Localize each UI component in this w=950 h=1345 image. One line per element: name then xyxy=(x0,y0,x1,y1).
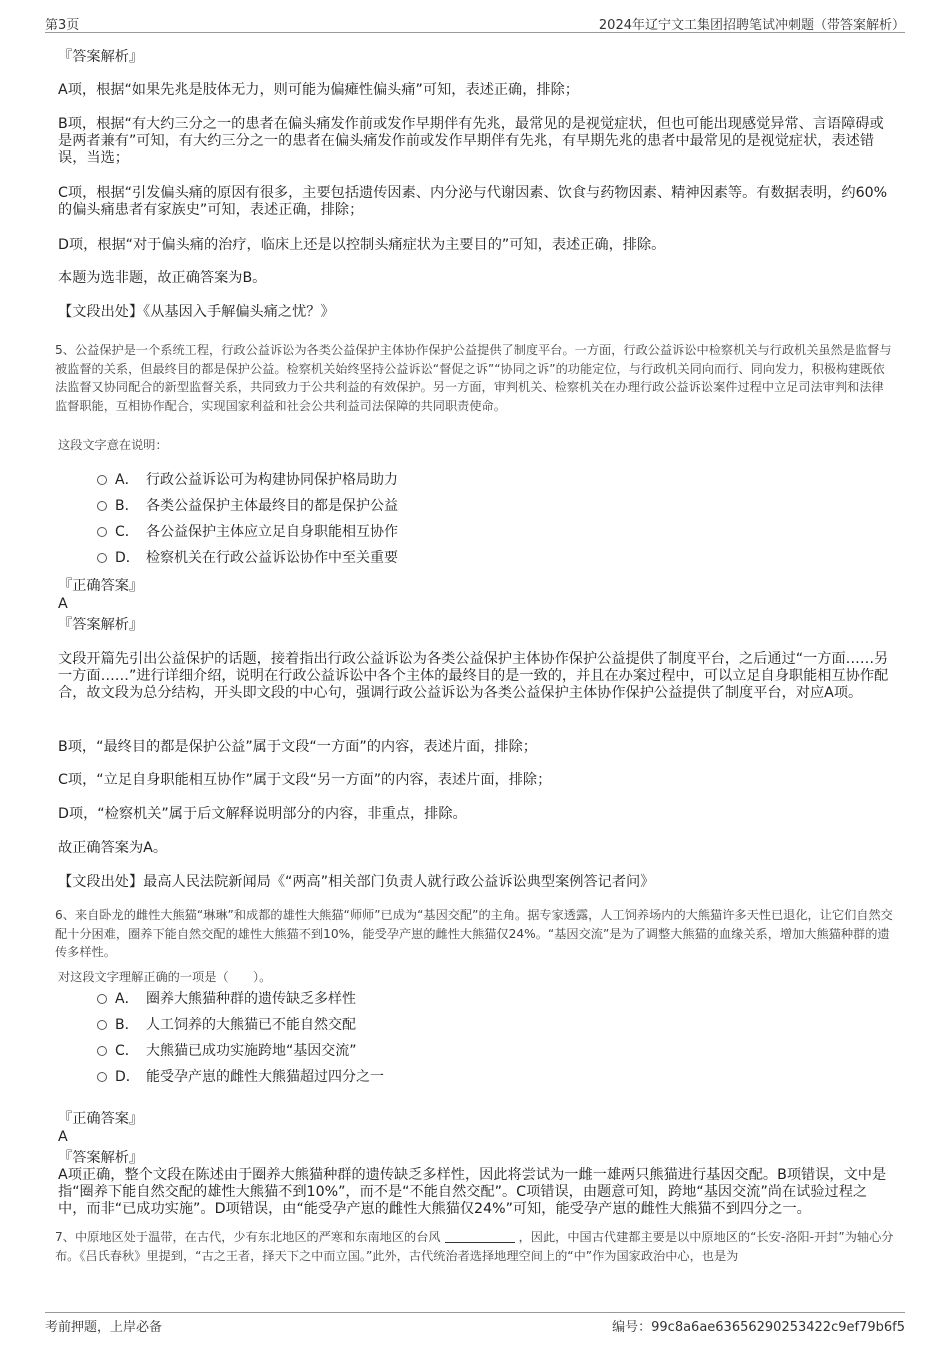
q6-option-b[interactable]: B． 人工饲养的大熊猫已不能自然交配 xyxy=(97,1016,356,1034)
radio-icon[interactable] xyxy=(97,994,107,1004)
q6-analysis-label: 『答案解析』 xyxy=(58,1150,144,1166)
footer-code: 编号：99c8a6ae63656290253422c9ef79b6f5 xyxy=(612,1320,905,1335)
q5-stem: 5、公益保护是一个系统工程，行政公益诉讼为各类公益保护主体协作保护公益提供了制度平台。一方面，行政公益诉讼中检察机关与行政机关虽然是监督与被监督的关系，但最终目的都是保护公益。检察机关始终坚持公益诉讼“督促之诉”“协同之诉”的功能定位，与行政机关同向而行、同向发力，积极构建既依法监督又协同配合的新型监督关系，共同致力于公共利益的有效保护。另一方面，审判机关、检察机关在办理行政公益诉讼案件过程中立足司法审判和法律监督职能，互相协作配合，实现国家利益和社会公共利益司法保障的共同职责使命。 xyxy=(55,343,892,413)
q5-prompt: 这段文字意在说明： xyxy=(58,438,168,452)
q7-stem: 7、中原地区处于温带，在古代，少有东北地区的严寒和东南地区的台风 ，因此，中国古代建都主要是以中原地区的“长安-洛阳-开封”为轴心分布。《吕氏春秋》里提到，“古之王者，择天下之中而立国。”此外，古代统治者选择地理空间上的“中”作为国家政治中心，也是为 xyxy=(55,1230,894,1263)
q6-prompt: 对这段文字理解正确的一项是（ ）。 xyxy=(58,970,272,984)
q5-analysis-d: D项，“检察机关”属于后文解释说明部分的内容，非重点，排除。 xyxy=(58,806,467,822)
radio-icon[interactable] xyxy=(97,1020,107,1030)
q6-answer: A xyxy=(58,1129,68,1145)
radio-icon[interactable] xyxy=(97,527,107,537)
radio-icon[interactable] xyxy=(97,1046,107,1056)
q5-option-c[interactable]: C． 各公益保护主体应立足自身职能相互协作 xyxy=(97,523,398,541)
radio-icon[interactable] xyxy=(97,501,107,511)
page-number: 第3页 xyxy=(45,18,80,33)
q6-option-c[interactable]: C． 大熊猫已成功实施跨地“基因交流” xyxy=(97,1042,357,1060)
q4-analysis-c: C项，根据“引发偏头痛的原因有很多，主要包括遗传因素、内分泌与代谢因素、饮食与药物因素、精神因素等。有数据表明，约60%的偏头痛患者有家族史”可知，表述正确，排除； xyxy=(58,185,888,218)
q5-analysis-b: B项，“最终目的都是保护公益”属于文段“一方面”的内容，表述片面，排除； xyxy=(58,739,537,755)
q5-answer: A xyxy=(58,596,68,612)
q5-conclusion: 故正确答案为A。 xyxy=(58,840,168,856)
q6-analysis: A项正确，整个文段在陈述由于圈养大熊猫种群的遗传缺乏多样性，因此将尝试为一雌一雄两只熊猫进行基因交配。B项错误，文中是指“圈养下能自然交配的雄性大熊猫不到10%”，而不是“不能自然交配”。C项错误，由题意可知，跨地“基因交流”尚在试验过程之中，而非“已成功实施”。D项错误，由“能受孕产崽的雌性大熊猫仅24%”可知，能受孕产崽的雌性大熊猫不到四分之一。 xyxy=(58,1167,887,1217)
q4-conclusion: 本题为选非题，故正确答案为B。 xyxy=(58,270,267,286)
page-footer xyxy=(45,1312,905,1335)
q4-analysis-label: 『答案解析』 xyxy=(58,49,144,65)
q4-analysis-a: A项，根据“如果先兆是肢体无力，则可能为偏瘫性偏头痛”可知，表述正确，排除； xyxy=(58,82,579,98)
q5-option-d[interactable]: D． 检察机关在行政公益诉讼协作中至关重要 xyxy=(97,549,398,567)
q6-stem: 6、来自卧龙的雌性大熊猫“琳琳”和成都的雄性大熊猫“师师”已成为“基因交配”的主角。据专家透露，人工饲养场内的大熊猫许多天性已退化，让它们自然交配十分困难，圈养下能自然交配的雄性大熊猫不到10%，能受孕产崽的雌性大熊猫仅24%。“基因交流”是为了调整大熊猫的血缘关系，增加大熊猫种群的遗传多样性。 xyxy=(55,908,893,959)
document-title: 2024年辽宁文工集团招聘笔试冲刺题（带答案解析） xyxy=(598,18,905,33)
q4-analysis-d: D项，根据“对于偏头痛的治疗，临床上还是以控制头痛症状为主要目的”可知，表述正确，排除。 xyxy=(58,237,666,253)
q4-source: 【文段出处】《从基因入手解偏头痛之忧？》 xyxy=(58,304,335,320)
q6-option-d[interactable]: D． 能受孕产崽的雌性大熊猫超过四分之一 xyxy=(97,1068,384,1086)
q5-source: 【文段出处】最高人民法院新闻局《“两高”相关部门负责人就行政公益诉讼典型案例答记者问》 xyxy=(58,874,655,890)
q5-analysis-c: C项，“立足自身职能相互协作”属于文段“另一方面”的内容，表述片面，排除； xyxy=(58,772,552,788)
q5-option-a[interactable]: A． 行政公益诉讼可为构建协同保护格局助力 xyxy=(97,471,398,489)
q5-option-b[interactable]: B． 各类公益保护主体最终目的都是保护公益 xyxy=(97,497,398,515)
q4-analysis-b: B项，根据“有大约三分之一的患者在偏头痛发作前或发作早期伴有先兆，最常见的是视觉症状，但也可能出现感觉异常、言语障碍或是两者兼有”可知，有大约三分之一的患者在偏头痛发作前或发作早期伴有先兆，有早期先兆的患者中最常见的是视觉症状，表述错误，当选； xyxy=(58,116,884,166)
fill-in-blank xyxy=(445,1229,515,1243)
radio-icon[interactable] xyxy=(97,475,107,485)
q6-option-a[interactable]: A． 圈养大熊猫种群的遗传缺乏多样性 xyxy=(97,990,356,1008)
page-header xyxy=(45,10,905,33)
footer-slogan: 考前押题，上岸必备 xyxy=(45,1320,163,1335)
q5-analysis-label: 『答案解析』 xyxy=(58,617,144,633)
radio-icon[interactable] xyxy=(97,553,107,563)
q5-analysis: 文段开篇先引出公益保护的话题，接着指出行政公益诉讼为各类公益保护主体协作保护公益提供了制度平台，之后通过“一方面……另一方面……”进行详细介绍，说明在行政公益诉讼中各个主体的最终目的是一致的，并且在办案过程中，可以立足自身职能相互协作配合，故文段为总分结构，开头即文段的中心句，强调行政公益诉讼为各类公益保护主体协作保护公益提供了制度平台，对应A项。 xyxy=(58,651,889,701)
q6-answer-label: 『正确答案』 xyxy=(58,1111,144,1127)
radio-icon[interactable] xyxy=(97,1072,107,1082)
q5-answer-label: 『正确答案』 xyxy=(58,578,144,594)
